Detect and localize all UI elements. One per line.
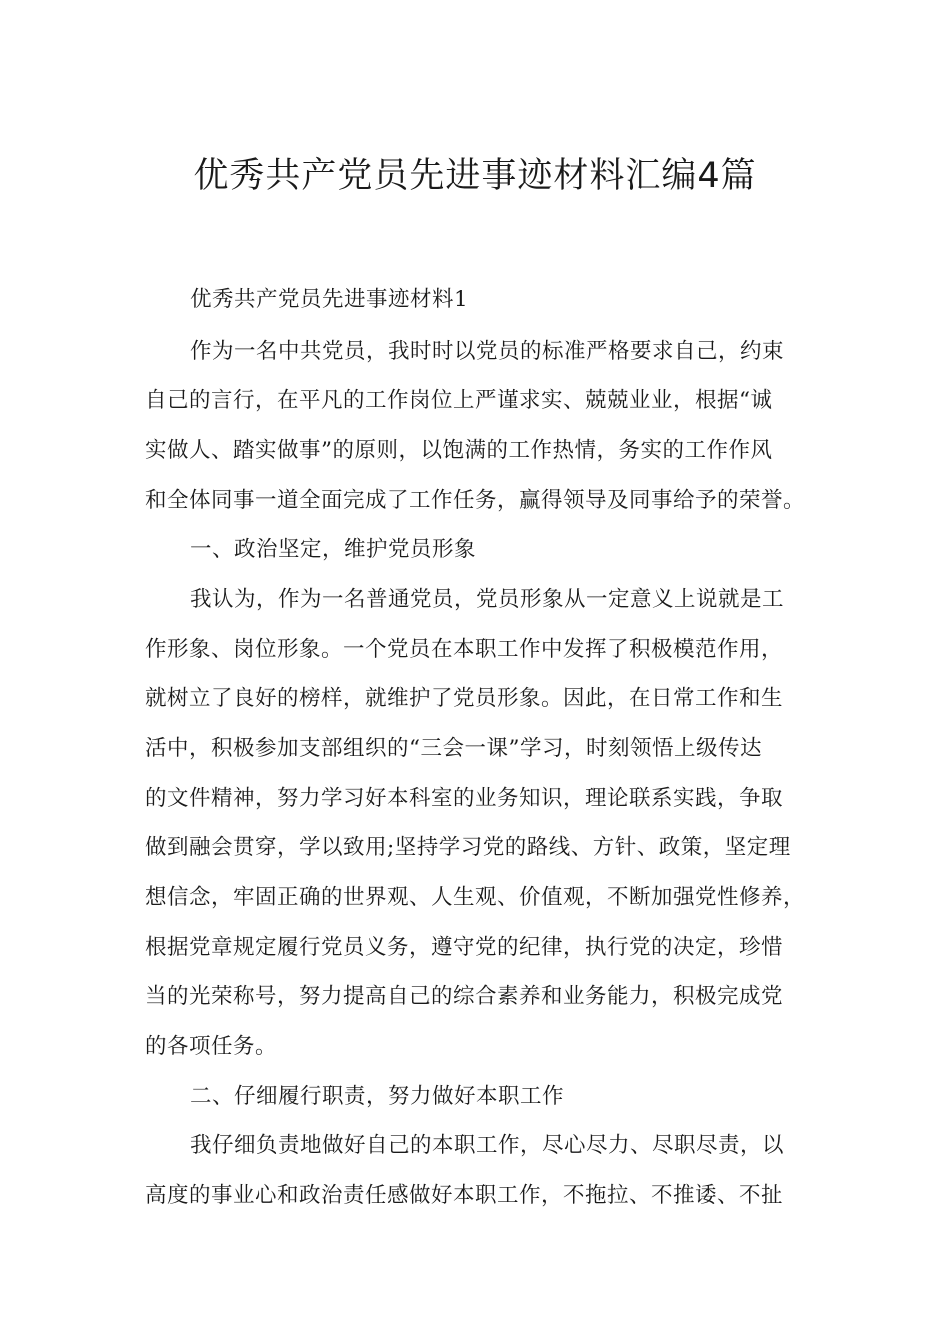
paragraph-line: 作形象、岗位形象。一个党员在本职工作中发挥了积极模范作用， [145, 637, 784, 662]
paragraph-line: 当的光荣称号，努力提高自己的综合素养和业务能力，积极完成党 [145, 984, 784, 1009]
paragraph-line: 的各项任务。 [145, 1034, 278, 1059]
paragraph-line: 就树立了良好的榜样，就维护了党员形象。因此，在日常工作和生 [145, 686, 784, 711]
paragraph-line: 实做人、踏实做事”的原则，以饱满的工作热情，务实的工作作风 [145, 438, 773, 463]
paragraph-line: 高度的事业心和政治责任感做好本职工作，不拖拉、不推诿、不扯 [145, 1183, 784, 1208]
subheading: 一、政治坚定，维护党员形象 [190, 537, 477, 562]
paragraph-line: 做到融会贯穿，学以致用;坚持学习党的路线、方针、政策，坚定理 [145, 835, 791, 860]
paragraph-line: 和全体同事一道全面完成了工作任务，赢得领导及同事给予的荣誉。 [145, 488, 806, 513]
subheading: 二、仔细履行职责，努力做好本职工作 [190, 1084, 565, 1109]
paragraph-line: 的文件精神，努力学习好本科室的业务知识，理论联系实践，争取 [145, 786, 784, 811]
paragraph-line: 我认为，作为一名普通党员，党员形象从一定意义上说就是工 [190, 587, 785, 612]
paragraph-line: 活中，积极参加支部组织的“三会一课”学习，时刻领悟上级传达 [145, 736, 762, 761]
paragraph-line: 我仔细负责地做好自己的本职工作，尽心尽力、尽职尽责，以 [190, 1133, 785, 1158]
paragraph-line: 根据党章规定履行党员义务，遵守党的纪律，执行党的决定，珍惜 [145, 935, 784, 960]
section-heading: 优秀共产党员先进事迹材料1 [190, 287, 469, 312]
paragraph-line: 想信念，牢固正确的世界观、人生观、价值观，不断加强党性修养， [145, 885, 806, 910]
paragraph-line: 作为一名中共党员，我时时以党员的标准严格要求自己，约束 [190, 339, 785, 364]
paragraph-line: 自己的言行，在平凡的工作岗位上严谨求实、兢兢业业，根据“诚 [145, 388, 773, 413]
document-title: 优秀共产党员先进事迹材料汇编4篇 [193, 156, 757, 197]
